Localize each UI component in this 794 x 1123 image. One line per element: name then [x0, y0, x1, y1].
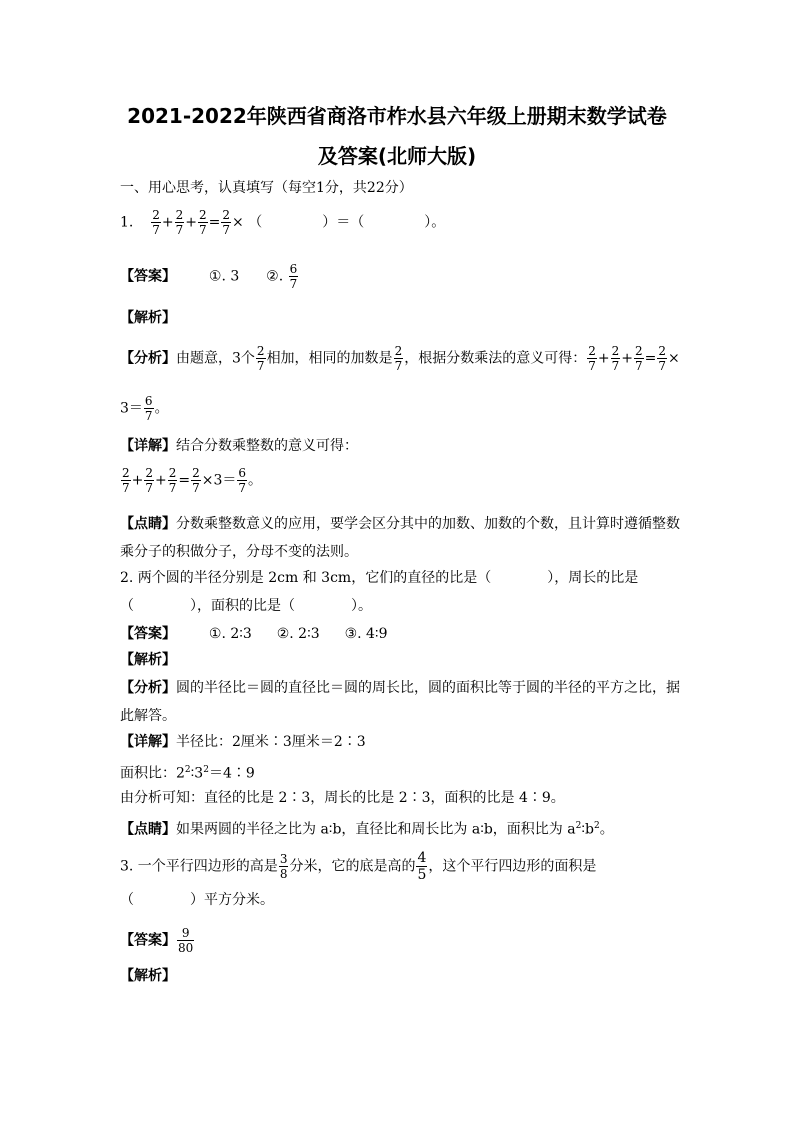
question-3-line2: （ ）平方分米。 — [120, 892, 274, 908]
q1-xiangjie-formula: $\frac{2}{7}$ + $\frac{2}{7}$ + $\frac{2}{7}$ = $\frac{2}{7}$ ×3＝ $\frac{6}{7}$ 。 — [122, 466, 263, 495]
answer-value-3: ③. 4∶9 — [344, 626, 388, 642]
fraction: $\frac{2}{7}$ — [175, 208, 184, 237]
q2-jiexi — [120, 650, 176, 670]
q1-dianjing-continued: 乘分子的积做分子，分母不变的法则。 — [120, 544, 358, 560]
q2-fenxi: 【分析】圆的半径比＝圆的直径比＝圆的周长比，圆的面积比等于圆的半径的平方之比，据 — [120, 680, 680, 696]
q1-jiexi — [120, 308, 176, 328]
fraction: $\frac{2}{7}$ — [152, 208, 160, 237]
fraction: $\frac{2}{7}$ — [168, 466, 177, 495]
fraction: $\frac{3}{8}$ — [279, 852, 288, 881]
question-number: 1. — [120, 214, 134, 231]
fraction: $\frac{6}{7}$ — [289, 262, 298, 291]
answer-value-2: ②. 2∶3 — [276, 626, 320, 642]
fraction: $\frac{4}{5}$ — [417, 850, 427, 883]
q2-conclusion: 由分析可知：直径的比是 2∶3，周长的比是 2∶3，面积的比是 4∶9。 — [120, 790, 565, 806]
q2-fenxi-continued: 此解答。 — [120, 708, 176, 724]
fraction: $\frac{6}{7}$ — [144, 394, 153, 423]
fraction: $\frac{2}{7}$ — [145, 466, 154, 495]
question-3-line1: 3. 一个平行四边形的高是 $\frac{3}{8}$ 分米，它的底是高的 $\frac{4}{5}$ ，这个平行四边形的面积是 — [120, 850, 597, 883]
fraction: $\frac{2}{7}$ — [122, 466, 130, 495]
answer-value-1: ①. 2∶3 — [208, 626, 252, 642]
q1-xiangjie: 【详解】结合分数乘整数的意义可得： — [120, 438, 358, 454]
document-title-line2: 及答案(北师大版) — [317, 144, 477, 168]
xiangjie-label: 【详解】 — [120, 734, 176, 750]
fraction: $\frac{2}{7}$ — [588, 344, 596, 373]
answer-label: 【答案】 — [120, 626, 176, 642]
question-1: 1. $\frac{2}{7}$ + $\frac{2}{7}$ + $\frac{2}{7}$ = $\frac{2}{7}$ × （ ）＝（ ）。 — [120, 208, 446, 237]
question-2-line2: （ ），面积的比是（ ）。 — [120, 598, 372, 614]
question-2-line1: 2. 两个圆的半径分别是 2cm 和 3cm，它们的直径的比是（ ），周长的比是 — [120, 570, 639, 586]
q2-xiangjie: 【详解】半径比：2厘米∶3厘米＝2∶3 — [120, 734, 366, 750]
fenxi-label: 【分析】 — [120, 680, 176, 696]
fraction: $\frac{2}{7}$ — [394, 344, 403, 373]
answer-label: 【答案】 — [120, 268, 176, 285]
fenxi-label: 【分析】 — [120, 350, 176, 367]
answer-label: 【答案】 — [120, 932, 176, 949]
q3-jiexi — [120, 966, 176, 986]
q2-answer — [120, 624, 387, 644]
answer-value-1: ①. 3 — [208, 268, 240, 285]
dianjing-label: 【点睛】 — [120, 516, 176, 532]
fraction: $\frac{2}{7}$ — [222, 208, 231, 237]
fraction: $\frac{2}{7}$ — [192, 466, 200, 495]
jiexi-label: 【解析】 — [120, 968, 176, 984]
q1-fenxi: 【分析】由题意，3个 $\frac{2}{7}$ 相加，相同的加数是 $\frac{2}{7}$ ，根据分数乘法的意义可得： $\frac{2}{7}$ + $\frac{2}{7}$ + $\frac{2}{7}$ = $\frac{2}{7}$ × — [120, 344, 680, 373]
dianjing-label: 【点睛】 — [120, 821, 176, 838]
q2-dianjing: 【点睛】如果两圆的半径之比为 a∶b，直径比和周长比为 a∶b，面积比为 $a^2∶b^2$。 — [120, 821, 614, 838]
q1-fenxi-continued: 3＝ $\frac{6}{7}$ 。 — [120, 394, 169, 423]
blank-open: （ — [248, 214, 263, 231]
q1-dianjing: 【点睛】分数乘整数意义的应用，要学会区分其中的加数、加数的个数，且计算时遵循整数 — [120, 516, 680, 532]
xiangjie-label: 【详解】 — [120, 438, 176, 454]
fraction: $\frac{9}{80}$ — [178, 926, 194, 955]
blank-close: ）。 — [424, 214, 446, 231]
q3-answer — [120, 926, 195, 955]
section-heading: 一、用心思考，认真填写（每空1分，共22分） — [120, 180, 413, 196]
fraction: $\frac{6}{7}$ — [238, 466, 247, 495]
document-title-line1: 2021-2022年陕西省商洛市柞水县六年级上册期末数学试卷 — [127, 104, 667, 128]
q2-area-ratio: 面积比：$2^2∶3^2=4∶9$ — [120, 765, 255, 782]
fraction: $\frac{2}{7}$ — [634, 344, 643, 373]
blank-separator: ）＝（ — [322, 214, 365, 231]
answer-value-2: ②. — [266, 268, 284, 285]
q1-answer — [120, 262, 299, 291]
jiexi-label: 【解析】 — [120, 310, 176, 326]
fraction: $\frac{2}{7}$ — [256, 344, 265, 373]
fraction: $\frac{2}{7}$ — [658, 344, 666, 373]
fraction: $\frac{2}{7}$ — [611, 344, 620, 373]
jiexi-label: 【解析】 — [120, 652, 176, 668]
fraction: $\frac{2}{7}$ — [199, 208, 207, 237]
